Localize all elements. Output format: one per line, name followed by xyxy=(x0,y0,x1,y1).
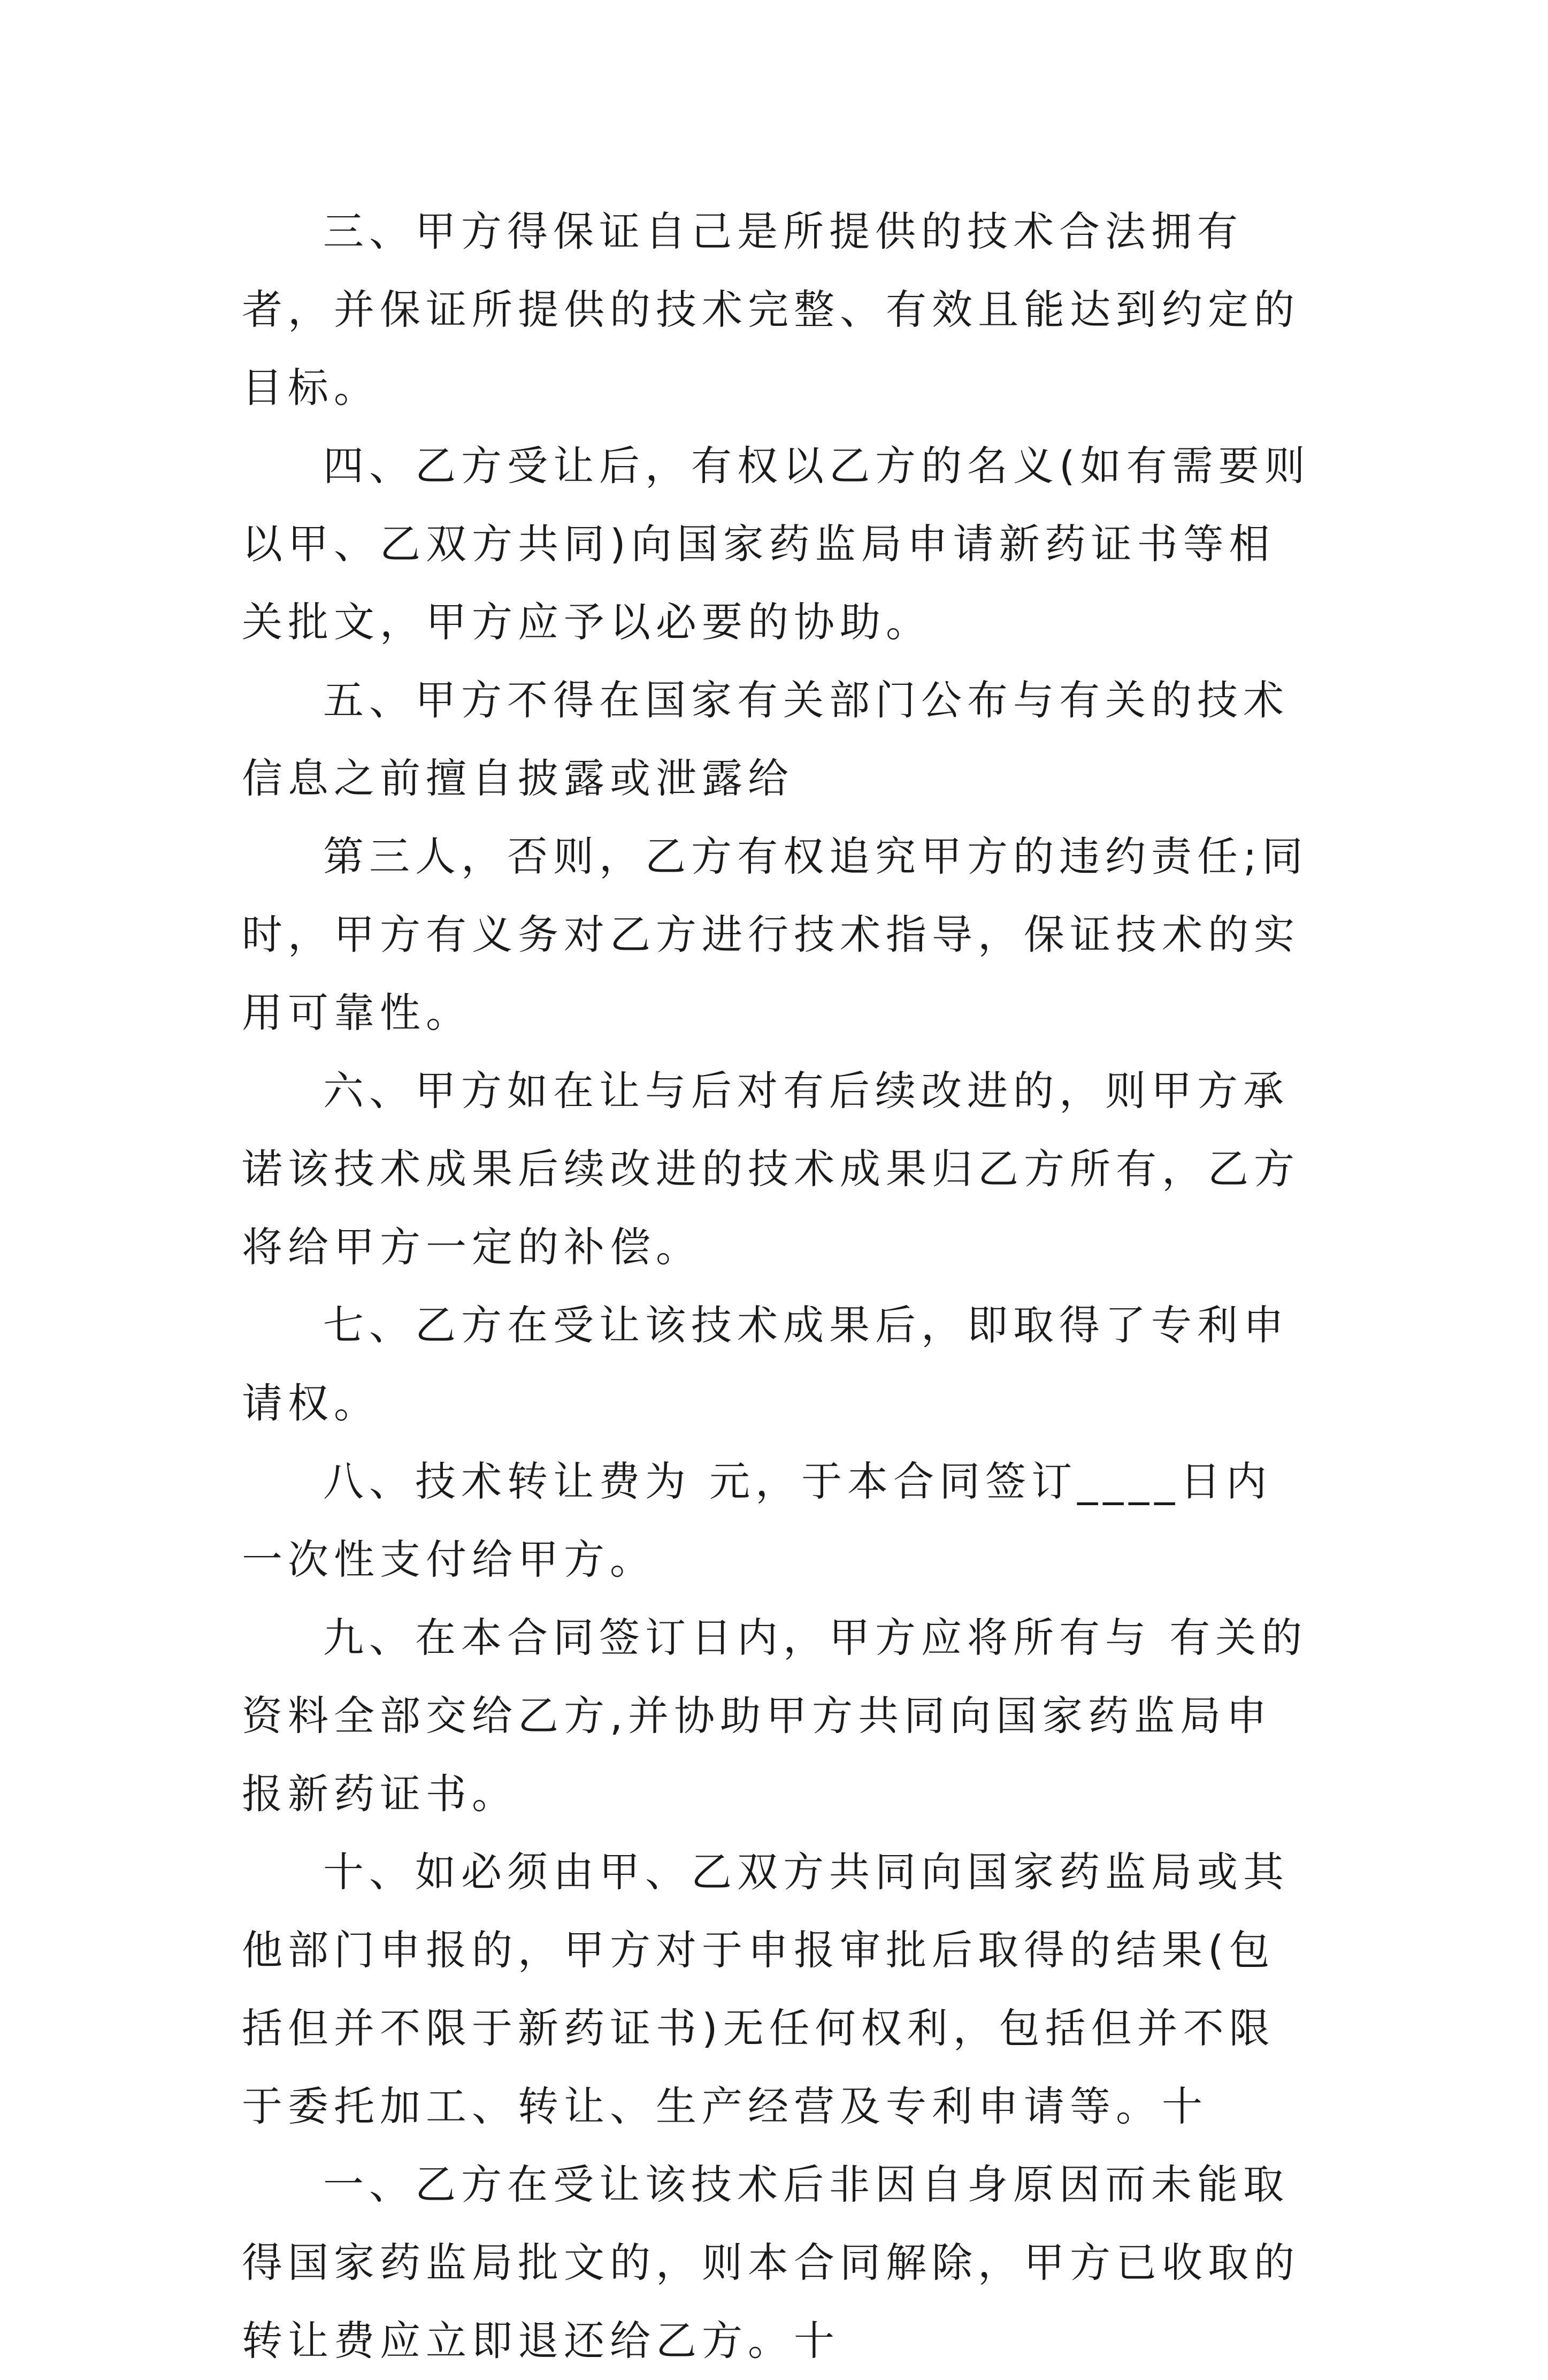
document-body xyxy=(242,193,1312,2380)
paragraph-clause-3: 三、甲方得保证自己是所提供的技术合法拥有者，并保证所提供的技术完整、有效且能达到约定的目标。 xyxy=(242,208,1300,411)
paragraph-clause-9: 九、在本合同签订日内，甲方应将所有与 有关的资料全部交给乙方,并协助甲方共同向国家药监局申报新药证书。 xyxy=(242,1614,1308,1818)
paragraph-clause-8: 八、技术转让费为 元，于本合同签订____日内一次性支付给甲方。 xyxy=(242,1458,1273,1583)
paragraph-clause-7: 七、乙方在受让该技术成果后，即取得了专利申请权。 xyxy=(242,1301,1289,1427)
paragraph-clause-11: 一、乙方在受让该技术后非因自身原因而未能取得国家药监局批文的，则本合同解除，甲方已收取的转让费应立即退还给乙方。十 xyxy=(242,2161,1300,2364)
paragraph-clause-5: 五、甲方不得在国家有关部门公布与有关的技术信息之前擅自披露或泄露给 xyxy=(242,676,1289,802)
paragraph-clause-5-continued: 第三人，否则，乙方有权追究甲方的违约责任;同时，甲方有义务对乙方进行技术指导，保证技术的实用可靠性。 xyxy=(242,833,1308,1036)
paragraph-clause-10: 十、如必须由甲、乙双方共同向国家药监局或其他部门申报的，甲方对于申报审批后取得的结果(包括但并不限于新药证书)无任何权利，包括但并不限于委托加工、转让、生产经营及专利申请等。十 xyxy=(242,1848,1289,2130)
paragraph-clause-6: 六、甲方如在让与后对有后续改进的，则甲方承诺该技术成果后续改进的技术成果归乙方所有，乙方将给甲方一定的补偿。 xyxy=(242,1067,1300,1271)
paragraph-clause-4: 四、乙方受让后，有权以乙方的名义(如有需要则以甲、乙双方共同)向国家药监局申请新药证书等相关批文，甲方应予以必要的协助。 xyxy=(242,442,1311,646)
